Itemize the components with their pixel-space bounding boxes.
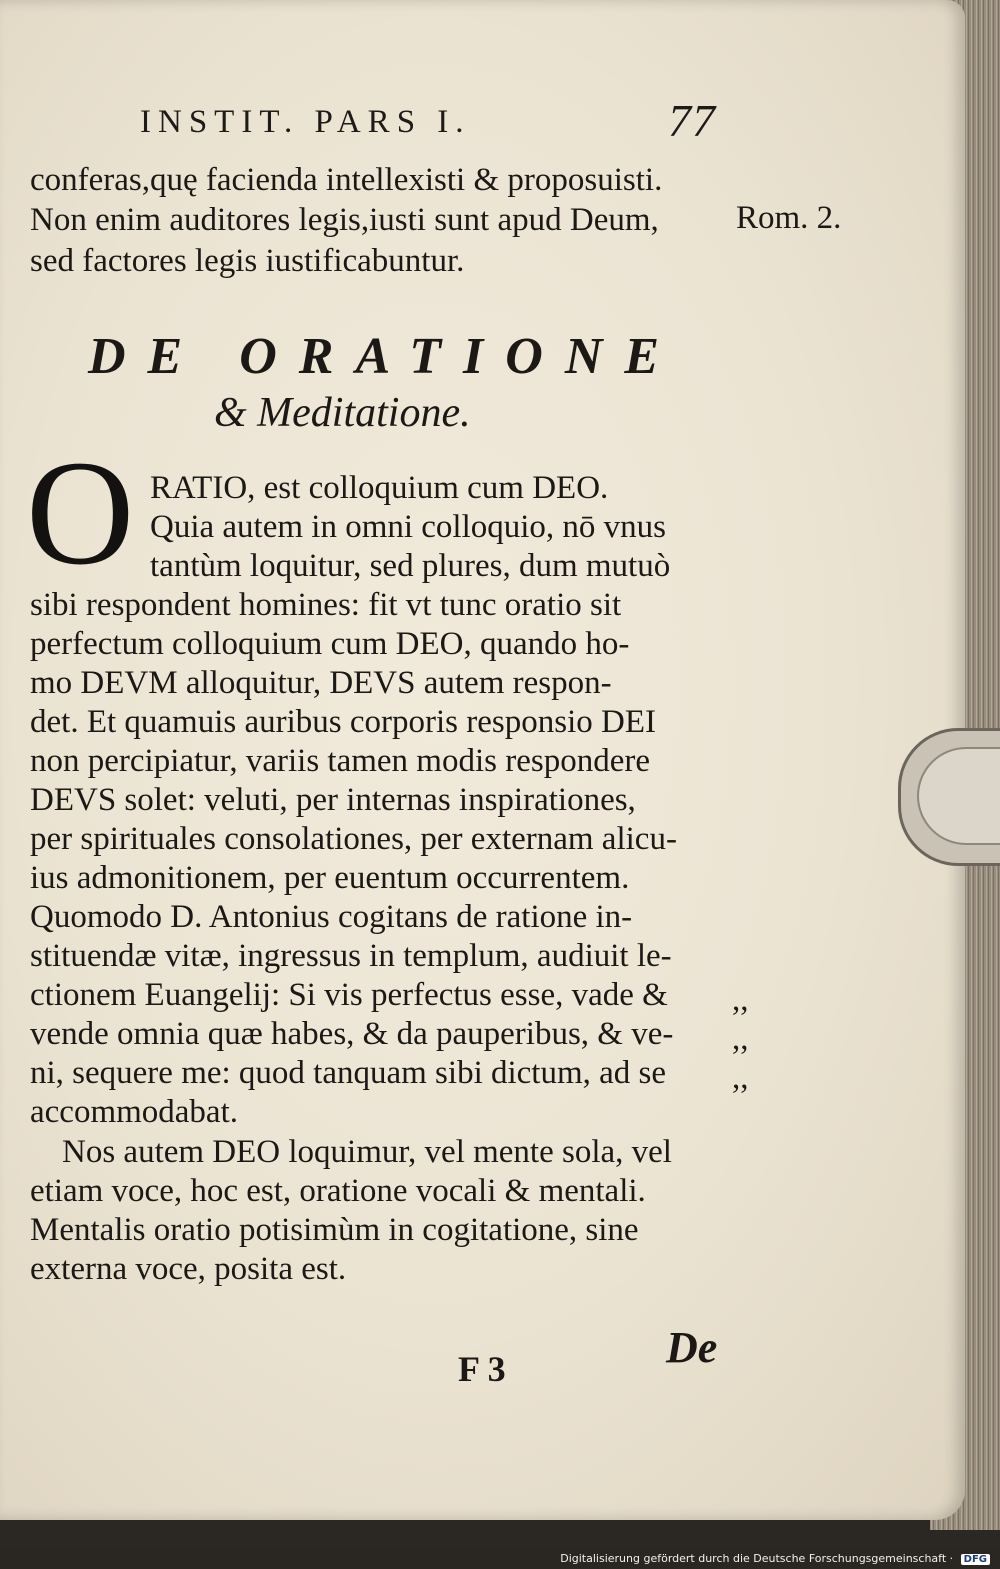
quotation-mark: ,, (732, 1021, 749, 1057)
text-line: externa voce, posita est. (30, 1251, 347, 1287)
catchword: De (666, 1323, 718, 1372)
margin-note: Rom. 2. (736, 200, 842, 236)
footer-credit-text: Digitalisierung gefördert durch die Deutsche Forschungsgemeinschaft · (560, 1552, 954, 1565)
text-line: stituendæ vitæ, ingressus in templum, audiuit le- (30, 938, 672, 974)
text-line: ni, sequere me: quod tanquam sibi dictum, ad se (30, 1055, 667, 1091)
book-clasp (898, 728, 1000, 866)
text-line: vende omnia quæ habes, & da pauperibus, & ve- (30, 1016, 674, 1052)
text-line: sed factores legis iustificabuntur. (30, 243, 465, 279)
text-line: sibi respondent homines: fit vt tunc oratio sit (30, 587, 622, 623)
text-line: accommodabat. (30, 1094, 238, 1130)
text-line: non percipiatur, variis tamen modis respondere (30, 743, 650, 779)
text-line: DEVS solet: veluti, per internas inspirationes, (30, 782, 636, 818)
text-line: etiam voce, hoc est, oratione vocali & mentali. (30, 1173, 646, 1209)
text-line: RATIO, est colloquium cum DEO. (150, 470, 609, 506)
text-line: Nos autem DEO loquimur, vel mente sola, vel (62, 1134, 672, 1170)
text-line: Non enim auditores legis,iusti sunt apud Deum, (30, 202, 659, 238)
text-line: perfectum colloquium cum DEO, quando ho- (30, 626, 630, 662)
section-subheading: & Meditatione. (214, 390, 471, 436)
text-line: Quomodo D. Antonius cogitans de ratione in- (30, 899, 633, 935)
text-line: conferas,quę facienda intellexisti & proposuisti. (30, 162, 663, 198)
running-head (140, 95, 740, 150)
text-line: det. Et quamuis auribus corporis responsio DEI (30, 704, 656, 740)
text-line: mo DEVM alloquitur, DEVS autem respon- (30, 665, 612, 701)
running-head-title: INSTIT. PARS I. (140, 104, 471, 140)
text-line: tantùm loquitur, sed plures, dum mutuò (150, 548, 671, 584)
text-line: Quia autem in omni colloquio, nō vnus (150, 509, 667, 545)
text-line: ius admonitionem, per euentum occurrentem. (30, 860, 630, 896)
page-number: 77 (668, 95, 716, 146)
quotation-mark: ,, (732, 1060, 749, 1096)
text-line: ctionem Euangelij: Si vis perfectus esse, vade & (30, 977, 668, 1013)
text-line: per spirituales consolationes, per externam alicu- (30, 821, 677, 857)
section-heading: DE ORATIONE (88, 328, 682, 385)
text-line: Mentalis oratio potisimùm in cogitatione, sine (30, 1212, 639, 1248)
quotation-mark: ,, (732, 982, 749, 1018)
signature-mark: F 3 (458, 1349, 506, 1389)
dfg-logo: DFG (961, 1554, 990, 1565)
drop-initial: O (26, 430, 135, 596)
footer-credit (560, 1552, 990, 1565)
